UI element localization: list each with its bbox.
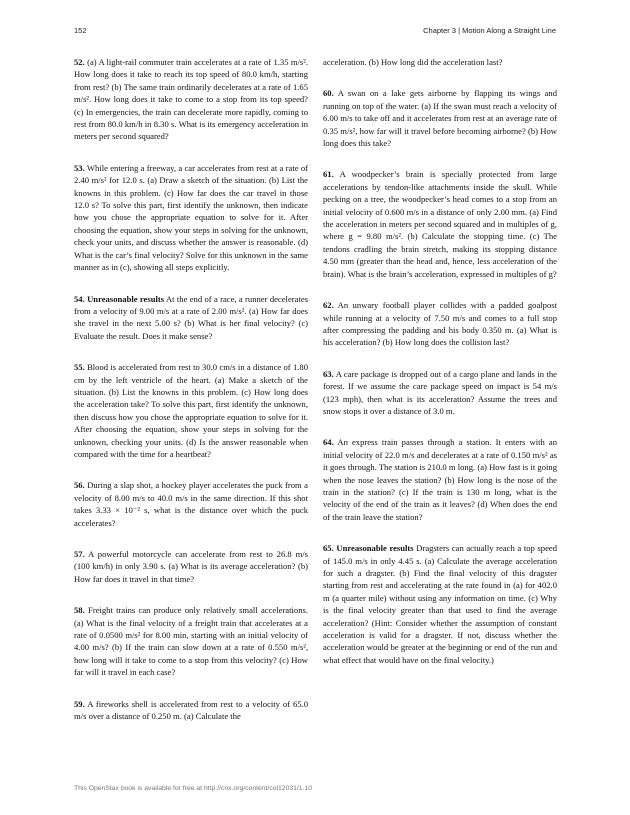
problem-number: 65.: [323, 543, 334, 554]
problem-tag: Unreasonable results: [336, 543, 414, 554]
page-footer: This OpenStax book is available for free at http://cnx.org/content/col12031/1.10: [74, 785, 313, 792]
problem-60: [323, 87, 557, 149]
problem-59-continued: [323, 56, 557, 68]
problem-text: During a slap shot, a hockey player accelerates the puck from a velocity of 8.00 m/s to 40.0 m/s in the same direction. If this shot takes 3.33 × 10⁻² s, what is the distance over which the puck accelerates?: [74, 480, 308, 528]
problem-65: [323, 542, 557, 666]
problem-text: Dragsters can actually reach a top speed of 145.0 m/s in only 4.45 s. (a) Calculate the average acceleration for such a dragster. (b) Find the final velocity of this dragster starting from rest and accelerating at the rate found in (a) for 402.0 m (a quarter mile) without using any information on time. (c) Why is the final velocity greater than that used to find the average acceleration? (Hint: Consider whether the assumption of constant acceleration is valid for a dragster. If not, discuss whether the acceleration would be greater at the beginning or end of the run and what effect that would have on the final velocity.): [323, 543, 557, 665]
problem-text: Blood is accelerated from rest to 30.0 cm/s in a distance of 1.80 cm by the left ventricle of the heart. (a) Make a sketch of the situation. (b) List the knowns in this problem. (c) How long does the acceleration take? To solve this part, first identify the unknown, then discuss how you chose the appropriate equation to solve for it. After choosing the equation, show your steps in solving for the unknown, checking your units. (d) Is the answer reasonable when compared with the time for a heartbeat?: [74, 362, 309, 459]
problem-58: [74, 604, 308, 678]
problem-text: A swan on a lake gets airborne by flapping its wings and running on top of the water. (a) If the swan must reach a velocity of 6.00 m/s to take off and it accelerates from rest at an average rate of 0.35 m/s², how far will it travel before becoming airborne? (b) How long does this take?: [323, 88, 557, 149]
problem-text: An express train passes through a station. It enters with an initial velocity of 22.0 m/s and decelerates at a rate of 0.150 m/s² as it goes through. The station is 210.0 m long. (a) How fast is it going when the nose leaves the station? (b) How long is the nose of the train in the station? (c) If the train is 130 m long, what is the velocity of the end of the train as it leaves? (d) When does the end of the train leave the station?: [323, 437, 557, 522]
problem-63: [323, 368, 557, 418]
problem-52: [74, 56, 308, 143]
problem-62: [323, 299, 557, 349]
problem-number: 54.: [74, 293, 85, 304]
problem-number: 52.: [74, 57, 85, 67]
problem-number: 53.: [74, 162, 85, 173]
problem-56: [74, 479, 308, 529]
problem-text: A care package is dropped out of a cargo plane and lands in the forest. If we assume the care package speed on impact is 54 m/s (123 mph), then what is its acceleration? Assume the trees and snow stops it over a distance of 3.0 m.: [323, 368, 557, 416]
problem-number: 64.: [323, 437, 334, 448]
problem-text: A powerful motorcycle can accelerate from rest to 26.8 m/s (100 km/h) in only 3.90 s. (a) What is its average acceleration? (b) How far does it travel in that time?: [74, 549, 308, 584]
problem-text: An unwary football player collides with a padded goalpost while running at a velocity of 7.50 m/s and comes to a full stop after compressing the padding and his body 0.350 m. (a) What is his acceleration? (b) How long does the collision last?: [323, 300, 557, 348]
problem-text: acceleration. (b) How long did the acceleration last?: [323, 57, 503, 67]
problem-number: 61.: [323, 169, 334, 180]
problem-text: (a) A light-rail commuter train accelerates at a rate of 1.35 m/s². How long does it take to reach its top speed of 80.0 km/h, starting from rest? (b) The same train ordinarily decelerates at a rate of 1.65 m/s². How long does it take to come to a stop from its top speed? (c) In emergencies, the train can decelerate more rapidly, coming to rest from 80.0 km/h in 8.30 s. What is its emergency acceleration in meters per second squared?: [74, 57, 308, 142]
problem-text: While entering a freeway, a car accelerates from rest at a rate of 2.40 m/s² for 12.0 s. (a) Draw a sketch of the situation. (b) List the knowns in this problem. (c) How far does the car travel in those 12.0 s? To solve this part, first identify the unknown, then indicate how you chose the appropriate equation to solve for it. After choosing the equation, show your steps in solving for the unknown, check your units, and discuss whether the answer is reasonable. (d) What is the car’s final velocity? Solve for this unknown in the same manner as in (c), showing all steps explicitly.: [74, 162, 308, 273]
problem-text: A woodpecker’s brain is specially protected from large accelerations by tendon-like attachments inside the skull. While pecking on a tree, the woodpecker’s head comes to a stop from an initial velocity of 0.600 m/s in a distance of only 2.00 mm. (a) Find the acceleration in meters per second squared and in multiples of g, where g = 9.80 m/s². (b) Calculate the stopping time. (c) The tendons cradling the brain stretch, making its stopping distance 4.50 mm (greater than the head and, hence, less acceleration of the brain). What is the brain’s acceleration, expressed in multiples of g?: [323, 169, 557, 279]
problem-64: [323, 436, 557, 523]
problem-number: 62.: [323, 300, 334, 311]
problem-53: [74, 162, 308, 274]
left-column: [74, 56, 308, 741]
page-number: 152: [74, 26, 87, 35]
problem-57: [74, 548, 308, 585]
problem-54: [74, 293, 308, 343]
problem-number: 59.: [74, 698, 85, 709]
problem-number: 58.: [74, 605, 85, 616]
problem-61: [323, 168, 557, 280]
problem-number: 60.: [323, 88, 334, 99]
problem-number: 57.: [74, 549, 85, 559]
problem-tag: Unreasonable results: [87, 293, 165, 304]
problem-number: 63.: [323, 368, 334, 379]
problem-55: [74, 361, 308, 460]
problem-text: A fireworks shell is accelerated from rest to a velocity of 65.0 m/s over a distance of 0.250 m. (a) Calculate the: [74, 698, 308, 722]
problem-number: 55.: [74, 362, 85, 373]
problem-59: [74, 698, 308, 723]
right-column: [323, 56, 557, 685]
chapter-header: Chapter 3 | Motion Along a Straight Line: [423, 26, 556, 35]
problem-text: Freight trains can produce only relatively small accelerations. (a) What is the final velocity of a freight train that accelerates at a rate of 0.0500 m/s² for 8.00 min, starting with an initial velocity of 4.00 m/s? (b) If the train can slow down at a rate of 0.550 m/s², how long will it take to come to a stop from this velocity? (c) How far will it travel in each case?: [74, 605, 308, 678]
problem-number: 56.: [74, 480, 85, 491]
problem-text: At the end of a race, a runner decelerates from a velocity of 9.00 m/s at a rate of 2.00 m/s². (a) How far does she travel in the next 5.00 s? (b) What is her final velocity? (c) Evaluate the result. Does it make sense?: [74, 293, 308, 341]
